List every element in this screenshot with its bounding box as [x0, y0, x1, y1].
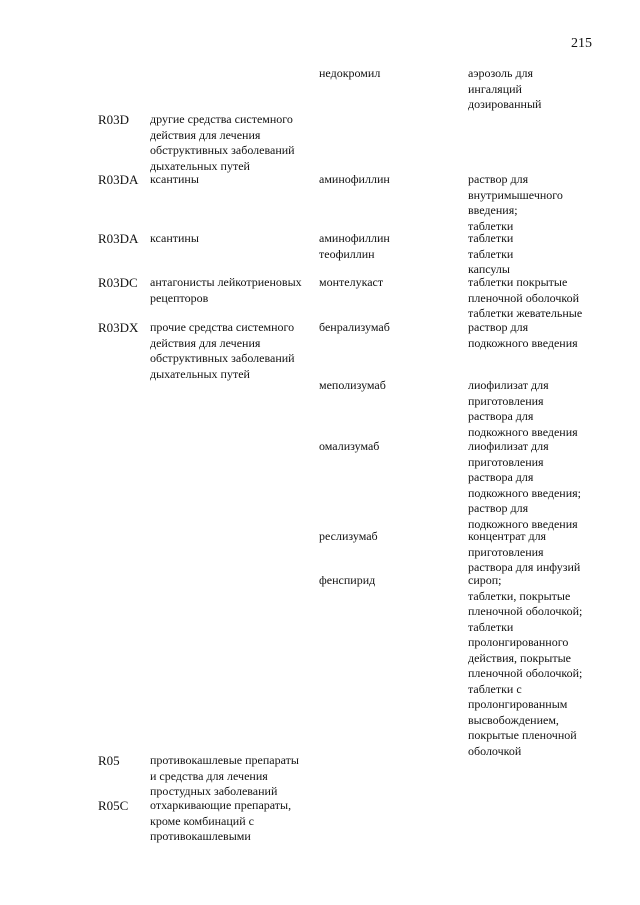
dosage-form-line: раствора для инфузий — [468, 560, 581, 574]
drug-name-line: монтелукаст — [319, 275, 384, 289]
atc-code: R03DC — [98, 275, 138, 290]
drug-name — [319, 439, 459, 455]
dosage-form-line: раствор для — [468, 320, 529, 334]
drug-name-line: теофиллин — [319, 246, 375, 261]
atc-group-name-line: действия для лечения — [150, 335, 261, 350]
dosage-form-line: пролонгированным — [468, 697, 568, 711]
dosage-form — [468, 231, 608, 278]
dosage-form-line: приготовления — [468, 544, 544, 559]
dosage-form-line: таблетки — [468, 218, 514, 233]
atc-group-name-line: отхаркивающие препараты, — [150, 798, 292, 812]
dosage-form-line: подкожного введения; — [468, 485, 581, 500]
dosage-form-line: таблетки — [468, 619, 514, 634]
atc-group-name-line: простудных заболеваний — [150, 784, 278, 798]
atc-group-name-line: рецепторов — [150, 290, 209, 305]
dosage-form-line: раствор для — [468, 172, 529, 186]
dosage-form-line: сироп; — [468, 573, 502, 587]
dosage-form — [468, 439, 608, 532]
atc-code: R03DA — [98, 172, 139, 187]
dosage-form-line: пленочной оболочкой; — [468, 666, 583, 680]
page-number: 215 — [571, 36, 592, 51]
dosage-form-line: пролонгированного — [468, 635, 569, 649]
dosage-form-line: таблетки с — [468, 681, 522, 696]
drug-name-line: фенспирид — [319, 573, 376, 587]
dosage-form-line: введения; — [468, 203, 518, 217]
drug-name-line: меполизумаб — [319, 378, 386, 392]
drug-name — [319, 573, 459, 589]
dosage-form-line: пленочной оболочкой — [468, 290, 580, 305]
dosage-form-line: лиофилизат для — [468, 439, 549, 453]
atc-code: R03DX — [98, 320, 139, 335]
dosage-form-line: раствора для — [468, 409, 534, 423]
dosage-form — [468, 320, 608, 351]
atc-code: R05C — [98, 798, 129, 813]
drug-name — [319, 378, 459, 394]
dosage-form-line: лиофилизат для — [468, 378, 549, 392]
dosage-form-line: концентрат для — [468, 529, 547, 543]
drug-name — [319, 320, 459, 336]
atc-code: R03DA — [98, 231, 139, 246]
dosage-form — [468, 529, 608, 576]
atc-group-name-line: обструктивных заболеваний — [150, 351, 295, 365]
atc-group-name — [150, 275, 315, 306]
atc-code: R05 — [98, 753, 120, 768]
dosage-form-line: раствора для — [468, 470, 534, 484]
dosage-form-line: таблетки — [468, 246, 514, 261]
dosage-form-line: действия, покрытые — [468, 650, 571, 665]
dosage-form-line: покрытые пленочной — [468, 728, 577, 742]
drug-name-line: аминофиллин — [319, 172, 390, 186]
dosage-form-line: раствор для — [468, 501, 529, 515]
atc-group-name-line: антагонисты лейкотриеновых — [150, 275, 302, 289]
atc-group-name-line: и средства для лечения — [150, 768, 268, 783]
dosage-form — [468, 172, 608, 234]
atc-group-name-line: обструктивных заболеваний — [150, 143, 295, 157]
drug-name — [319, 66, 459, 82]
dosage-form-line: подкожного введения — [468, 335, 578, 350]
drug-name-line: аминофиллин — [319, 231, 390, 245]
dosage-form-line: таблетки жевательные — [468, 306, 583, 320]
dosage-form-line: капсулы — [468, 262, 510, 276]
dosage-form — [468, 573, 608, 759]
dosage-form-line: ингаляций — [468, 81, 522, 96]
atc-group-name-line: ксантины — [150, 231, 199, 245]
atc-group-name — [150, 320, 315, 382]
atc-group-name-line: действия для лечения — [150, 127, 261, 142]
atc-group-name — [150, 112, 315, 174]
dosage-form-line: таблетки — [468, 231, 514, 245]
dosage-form-line: внутримышечного — [468, 187, 563, 202]
atc-group-name-line: кроме комбинаций с — [150, 813, 254, 828]
atc-group-name-line: дыхательных путей — [150, 158, 250, 173]
atc-group-name-line: дыхательных путей — [150, 366, 250, 381]
dosage-form — [468, 66, 608, 113]
atc-group-name — [150, 798, 315, 845]
drug-name — [319, 275, 459, 291]
drug-name-line: бенрализумаб — [319, 320, 390, 334]
atc-group-name-line: другие средства системного — [150, 112, 293, 126]
dosage-form-line: аэрозоль для — [468, 66, 534, 80]
drug-name — [319, 529, 459, 545]
atc-group-name-line: противокашлевые препараты — [150, 753, 299, 767]
drug-name — [319, 231, 459, 262]
dosage-form-line: таблетки покрытые — [468, 275, 568, 289]
dosage-form-line: приготовления — [468, 393, 544, 408]
dosage-form-line: пленочной оболочкой; — [468, 604, 583, 618]
drug-name-line: реслизумаб — [319, 529, 378, 543]
atc-group-name — [150, 172, 315, 188]
dosage-form-line: таблетки, покрытые — [468, 588, 571, 603]
atc-group-name-line: прочие средства системного — [150, 320, 295, 334]
dosage-form — [468, 378, 608, 440]
drug-name-line: омализумаб — [319, 439, 380, 453]
dosage-form — [468, 275, 608, 322]
drug-name — [319, 172, 459, 188]
dosage-form-line: приготовления — [468, 454, 544, 469]
dosage-form-line: подкожного введения — [468, 424, 578, 439]
atc-code: R03D — [98, 112, 130, 127]
atc-group-name — [150, 753, 315, 800]
dosage-form-line: дозированный — [468, 97, 542, 111]
dosage-form-line: высвобождением, — [468, 712, 559, 727]
atc-group-name-line: ксантины — [150, 172, 199, 186]
atc-group-name — [150, 231, 315, 247]
dosage-form-line: оболочкой — [468, 743, 522, 758]
atc-group-name-line: противокашлевыми — [150, 829, 251, 843]
drug-name-line: недокромил — [319, 66, 381, 80]
dosage-form-line: подкожного введения — [468, 516, 578, 531]
